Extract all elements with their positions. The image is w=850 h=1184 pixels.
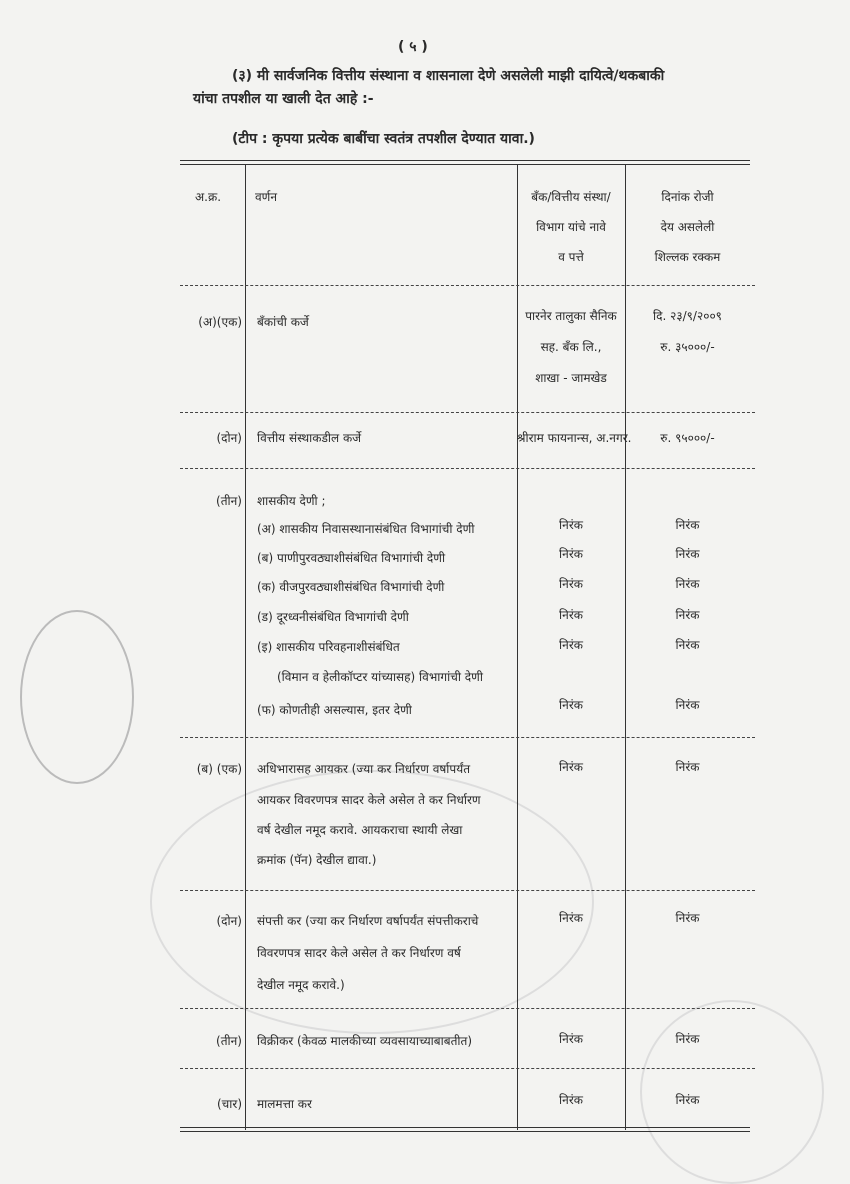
row-amount: रु. ३५०००/- (660, 340, 715, 354)
row-institution: सह. बँक लि., (540, 340, 602, 354)
row-divider (180, 1008, 755, 1009)
header-institution: व पत्ते (558, 250, 584, 264)
note: (टीप : कृपया प्रत्येक बाबींचा स्वतंत्र तपशील देण्यात यावा.) (232, 131, 535, 147)
row-description: शासकीय देणी ; (257, 494, 326, 508)
row-description: क्रमांक (पॅन) देखील द्यावा.) (257, 853, 377, 867)
header-institution: विभाग यांचे नावे (536, 220, 606, 234)
sub-item-label: (फ) कोणतीही असल्यास, इतर देणी (257, 703, 412, 717)
sub-item-label-continued: (विमान व हेलीकॉप्टर यांच्यासह) विभागांची देणी (277, 670, 483, 684)
row-description: वर्ष देखील नमूद करावे. आयकराचा स्थायी लेखा (257, 823, 463, 837)
row-description: बँकांची कर्जे (257, 315, 309, 329)
row-description: अधिभारासह आयकर (ज्या कर निर्धारण वर्षापर्यंत (257, 762, 471, 776)
header-institution: बँक/वित्तीय संस्था/ (531, 190, 611, 204)
row-institution: निरंक (559, 911, 583, 925)
sub-item-institution: निरंक (559, 547, 583, 561)
sub-item-institution: निरंक (559, 518, 583, 532)
row-description: विक्रीकर (केवळ मालकीच्या व्यवसायाच्याबाबतीत) (257, 1034, 473, 1048)
row-divider (180, 737, 755, 738)
row-institution: श्रीराम फायनान्स, अ.नगर. (517, 431, 632, 445)
row-divider (180, 468, 755, 469)
sub-item-amount: निरंक (675, 638, 700, 652)
row-description: देखील नमूद करावे.) (257, 978, 345, 992)
notary-stamp (20, 610, 134, 784)
sub-item-institution: निरंक (559, 638, 583, 652)
sub-item-institution: निरंक (559, 608, 583, 622)
sub-item-amount: निरंक (675, 698, 700, 712)
row-amount: निरंक (675, 1093, 700, 1107)
intro-line-2: यांचा तपशील या खाली देत आहे :- (193, 91, 374, 107)
sub-item-label: (ब) पाणीपुरवठ्याशीसंबंधित विभागांची देणी (257, 551, 446, 565)
faded-stamp-right (640, 1000, 824, 1184)
row-serial: (दोन) (216, 431, 242, 445)
sub-item-amount: निरंक (675, 547, 700, 561)
row-serial: (तीन) (216, 1034, 242, 1048)
sub-item-amount: निरंक (675, 608, 700, 622)
sub-item-institution: निरंक (559, 577, 583, 591)
row-description: विवरणपत्र सादर केले असेल ते कर निर्धारण वर्ष (257, 946, 461, 960)
row-institution: शाखा - जामखेड (535, 371, 607, 385)
row-amount: निरंक (675, 760, 700, 774)
row-amount: रु. ९५०००/- (660, 431, 715, 445)
sub-item-label: (इ) शासकीय परिवहनाशीसंबंधित (257, 640, 400, 654)
row-amount: निरंक (675, 911, 700, 925)
row-serial: (ब) (एक) (196, 762, 242, 776)
faded-stamp (150, 770, 594, 1034)
intro-line-1: (३) मी सार्वजनिक वित्तीय संस्थाना व शासनाला देणे असलेली माझी दायित्वे/थकबाकी (232, 68, 665, 84)
row-institution: निरंक (559, 1093, 583, 1107)
row-description: वित्तीय संस्थाकडील कर्जे (257, 431, 362, 445)
row-serial: (अ)(एक) (198, 315, 242, 329)
row-amount: निरंक (675, 1032, 700, 1046)
row-serial: (दोन) (216, 914, 242, 928)
header-amount: देय असलेली (660, 220, 715, 234)
sub-item-label: (अ) शासकीय निवासस्थानासंबंधित विभागांची देणी (257, 522, 475, 536)
table-top-border (180, 160, 750, 165)
column-divider (245, 165, 246, 1130)
sub-item-label: (क) वीजपुरवठ्याशीसंबंधित विभागांची देणी (257, 580, 445, 594)
sub-item-amount: निरंक (675, 577, 700, 591)
sub-item-label: (ड) दूरध्वनीसंबंधित विभागांची देणी (257, 610, 409, 624)
row-serial: (तीन) (216, 494, 242, 508)
row-serial: (चार) (217, 1097, 242, 1111)
row-divider (180, 285, 755, 286)
row-divider (180, 890, 755, 891)
row-institution: निरंक (559, 1032, 583, 1046)
table-bottom-border (180, 1127, 750, 1132)
row-divider (180, 1068, 755, 1069)
row-institution: पारनेर तालुका सैनिक (525, 309, 617, 323)
sub-item-amount: निरंक (675, 518, 700, 532)
header-amount: दिनांक रोजी (661, 190, 714, 204)
row-amount: दि. २३/९/२००९ (653, 309, 722, 323)
row-description: आयकर विवरणपत्र सादर केले असेल ते कर निर्धारण (257, 793, 481, 807)
page-number: ( ५ ) (398, 39, 428, 55)
header-serial: अ.क्र. (195, 190, 222, 204)
row-description: संपत्ती कर (ज्या कर निर्धारण वर्षापर्यंत संपत्तीकराचे (257, 914, 479, 928)
header-amount: शिल्लक रक्कम (654, 250, 721, 264)
row-institution: निरंक (559, 760, 583, 774)
sub-item-institution: निरंक (559, 698, 583, 712)
row-description: मालमत्ता कर (257, 1097, 312, 1111)
row-divider (180, 412, 755, 413)
header-description: वर्णन (255, 190, 278, 204)
